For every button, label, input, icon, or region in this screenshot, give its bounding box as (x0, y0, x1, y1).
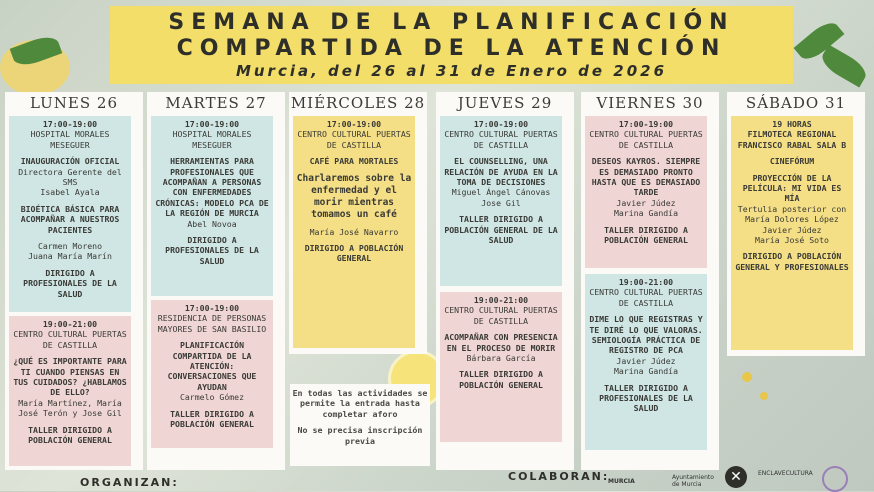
event-speaker: Javier Júdez (616, 355, 676, 366)
event-target: DIRIGIDO A PROFESIONALES DE LA SALUD (165, 235, 259, 266)
event-time: 19:00-21:00 (42, 319, 98, 329)
event-card (9, 116, 131, 312)
event-title: CINEFÓRUM (769, 156, 815, 167)
event-place: RESIDENCIA DE PERSONAS MAYORES DE SAN BASILIO (157, 313, 267, 334)
day-name: MARTES 27 (165, 94, 267, 112)
event-time: 17:00-19:00 (42, 119, 98, 129)
page-subtitle: Murcia, del 26 al 31 de Enero de 2026 (235, 62, 668, 80)
column-viernes (581, 92, 719, 470)
event-target: TALLER DIRIGIDO A POBLACIÓN GENERAL (604, 224, 688, 246)
flower-decoration (742, 372, 752, 382)
event-title: INAUGURACIÓN OFICIAL (20, 156, 120, 167)
day-name: MIÉRCOLES 28 (290, 94, 426, 112)
event-card (9, 316, 131, 466)
event-time: 17:00-19:00 (184, 303, 240, 313)
circle-logo (822, 466, 848, 492)
page-title-line2: COMPARTIDA DE LA ATENCIÓN (176, 36, 727, 61)
event-target: TALLER DIRIGIDO A PROFESIONALES DE LA SALUD (599, 382, 693, 414)
event-place: HOSPITAL MORALES MESEGUER (172, 129, 252, 150)
leaf-decoration (818, 44, 871, 87)
day-name: LUNES 26 (30, 94, 118, 112)
event-title: ACOMPAÑAR CON PRESENCIA EN EL PROCESO DE MORIR (444, 332, 558, 353)
event-target: DIRIGIDO A POBLACIÓN GENERAL Y PROFESIONALES (735, 251, 849, 272)
event-place: CENTRO CULTURAL PUERTAS DE CASTILLA (444, 305, 558, 326)
event-speaker: Bárbara García (466, 353, 536, 364)
event-card (731, 116, 853, 350)
event-target: TALLER DIRIGIDO A POBLACIÓN GENERAL (28, 424, 112, 446)
organizers-label: ORGANIZAN: (80, 476, 179, 489)
event-title: DESEOS KAYROS. SIEMPRE ES DEMASIADO PRONTO HASTA QUE ES DEMASIADO TARDE (591, 156, 701, 198)
event-speaker: Marina Gandía (613, 366, 679, 377)
column-miercoles (289, 92, 427, 354)
event-speaker: Tertulia posterior con María Dolores López (737, 203, 847, 225)
event-speaker: María Martínez, María José Terón y Jose Gil (18, 397, 122, 419)
event-target: TALLER DIRIGIDO A POBLACIÓN GENERAL (170, 408, 254, 430)
event-place: FILMOTECA REGIONAL FRANCISCO RABAL SALA B (737, 129, 847, 150)
event-speaker: Abel Novoa (187, 218, 237, 229)
event-title: BIOÉTICA BÁSICA PARA ACOMPAÑAR A NUESTROS PACIENTES (20, 203, 120, 235)
event-time: 19 HORAS (772, 119, 812, 129)
event-place: CENTRO CULTURAL PUERTAS DE CASTILLA (589, 129, 703, 150)
event-speaker: María José Soto (755, 235, 829, 246)
event-card (151, 116, 273, 296)
day-name: VIERNES 30 (596, 94, 704, 112)
event-speaker: Juana María Marín (28, 251, 112, 262)
event-speaker: Marina Gandía (613, 208, 679, 219)
event-card (440, 292, 562, 442)
x-logo: ✕ (725, 466, 747, 488)
column-sabado (727, 92, 865, 356)
event-title: ¿QUÉ ES IMPORTANTE PARA TI CUANDO PIENSAS EN TUS CUIDADOS? ¿HABLAMOS DE ELLO? (13, 356, 127, 398)
event-card (585, 274, 707, 450)
event-speaker: Jose Gil (481, 197, 521, 208)
day-name: SÁBADO 31 (745, 94, 847, 112)
event-target: TALLER DIRIGIDO A POBLACIÓN GENERAL (459, 369, 543, 390)
event-time: 19:00-21:00 (473, 295, 529, 305)
event-speaker: Javier Júdez (616, 197, 676, 208)
event-card (293, 116, 415, 348)
murcia-logo: MURCIA (608, 478, 635, 485)
event-description: Charlaremos sobre la enfermedad y el morir mientras tomamos un café (296, 172, 412, 220)
event-title: CAFÉ PARA MORTALES (309, 156, 399, 167)
event-description: PROYECCIÓN DE LA PELÍCULA: MI VIDA ES MÍA (742, 172, 842, 204)
header-banner (110, 6, 793, 84)
event-speaker: Carmen Moreno (37, 241, 103, 252)
event-place: HOSPITAL MORALES MESEGUER (30, 129, 110, 150)
event-target: DIRIGIDO A PROFESIONALES DE LA SALUD (23, 267, 117, 299)
event-speaker: Isabel Ayala (40, 187, 100, 198)
event-speaker: María José Navarro (309, 226, 399, 237)
page-title-line1: SEMANA DE LA PLANIFICACIÓN (168, 10, 735, 35)
column-lunes (5, 92, 143, 470)
column-martes (147, 92, 285, 470)
enclave-logo: ENCLAVECULTURA (758, 470, 813, 477)
info-note (290, 384, 430, 466)
event-time: 19:00-21:00 (618, 277, 674, 287)
event-target: TALLER DIRIGIDO A POBLACIÓN GENERAL DE LA SALUD (444, 214, 558, 246)
event-place: CENTRO CULTURAL PUERTAS DE CASTILLA (297, 129, 411, 150)
event-target: DIRIGIDO A POBLACIÓN GENERAL (304, 243, 404, 264)
event-title: EL COUNSELLING, UNA RELACIÓN DE AYUDA EN LA TOMA DE DECISIONES (444, 156, 558, 188)
event-time: 17:00-19:00 (326, 119, 382, 129)
event-time: 17:00-19:00 (618, 119, 674, 129)
event-speaker: Miguel Ángel Cánovas (451, 187, 551, 198)
event-card (585, 116, 707, 268)
event-title: HERRAMIENTAS PARA PROFESIONALES QUE ACOMPAÑAN A PERSONAS CON ENFERMEDADES CRÓNICAS: MODELO PCA DE LA REGIÓN DE MURCIA (155, 156, 269, 219)
event-title: PLANIFICACIÓN COMPARTIDA DE LA ATENCIÓN: CONVERSACIONES QUE AYUDAN (167, 340, 257, 392)
event-time: 17:00-19:00 (184, 119, 240, 129)
event-speaker: Directora Gerente del SMS (18, 166, 122, 188)
event-time: 17:00-19:00 (473, 119, 529, 129)
event-speaker: Javier Júdez (762, 224, 822, 235)
column-jueves (436, 92, 574, 470)
event-place: CENTRO CULTURAL PUERTAS DE CASTILLA (444, 129, 558, 150)
collaborators-label: COLABORAN: (508, 470, 610, 483)
flower-decoration (760, 392, 768, 400)
event-card (151, 300, 273, 448)
event-place: CENTRO CULTURAL PUERTAS DE CASTILLA (589, 287, 703, 308)
event-card (440, 116, 562, 286)
note-text: No se precisa inscripción previa (297, 425, 423, 446)
note-text: En todas las actividades se permite la entrada hasta completar aforo (292, 388, 428, 419)
event-speaker: Carmelo Gómez (179, 392, 245, 403)
event-place: CENTRO CULTURAL PUERTAS DE CASTILLA (13, 329, 127, 350)
day-name: JUEVES 29 (457, 94, 553, 112)
event-title: DIME LO QUE REGISTRAS Y TE DIRÉ LO QUE VALORAS. SEMIOLOGÍA PRÁCTICA DE REGISTRO DE PCA (589, 314, 703, 356)
ayuntamiento-logo: Ayuntamiento de Murcia (672, 474, 714, 488)
